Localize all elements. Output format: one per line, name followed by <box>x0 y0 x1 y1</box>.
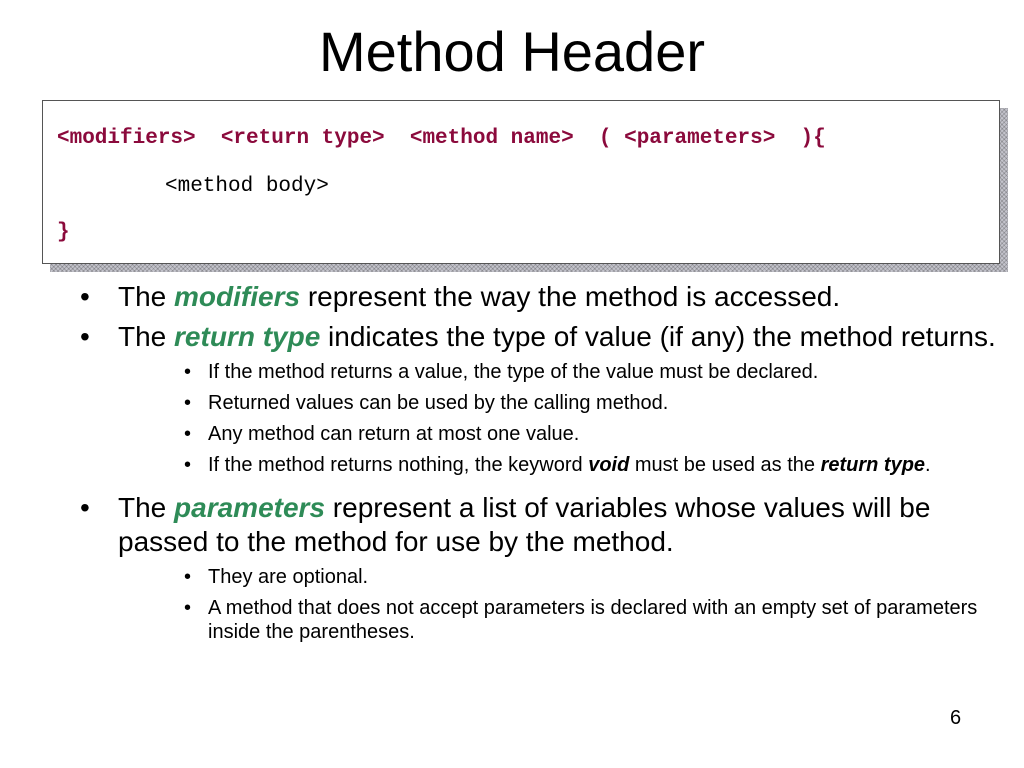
bullet-list <box>0 280 1024 651</box>
code-signature-line: <modifiers> <return type> <method name> ( <parameters> ){ <box>57 127 826 150</box>
sub-bullet <box>184 596 998 644</box>
bullet-text: represent the way the method is accessed. <box>300 281 841 312</box>
sub-bullet-text: A method that does not accept parameters is declared with an empty set of parameters inside the parentheses. <box>208 597 978 643</box>
bullet-text: The <box>118 281 175 312</box>
sub-bullet-icon: • <box>184 361 192 383</box>
code-closing-brace: } <box>57 221 70 244</box>
sub-bullet-text: They are optional. <box>208 566 369 588</box>
bullet-text: represent a list of variables whose values will be passed to the method for use by the method. <box>118 492 931 557</box>
sub-bullet-text: must be used as the <box>629 454 821 476</box>
sub-bullet-text: If the method returns nothing, the keyword <box>208 454 589 476</box>
sub-bullet-text: If the method returns a value, the type of the value must be declared. <box>208 361 819 383</box>
bullet-modifiers <box>80 280 1013 314</box>
sub-bullet-text: Any method can return at most one value. <box>208 423 580 445</box>
highlight-term: return type <box>174 321 321 352</box>
code-body-line: <method body> <box>165 175 329 198</box>
sub-bullet-icon: • <box>184 454 192 476</box>
sub-bullet-text: Returned values can be used by the calling method. <box>208 392 669 414</box>
bullet-text: The <box>118 492 175 523</box>
sub-bullet-icon: • <box>184 423 192 445</box>
sub-bullet-void <box>184 453 998 477</box>
sub-bullet-text: . <box>925 454 931 476</box>
bullet-text: indicates the type of value (if any) the method returns. <box>320 321 996 352</box>
sub-bullet <box>184 360 998 384</box>
bullet-icon: • <box>80 281 90 312</box>
page-number: 6 <box>950 707 962 729</box>
slide-title: Method Header <box>318 20 705 83</box>
sub-bullet <box>184 422 998 446</box>
code-box <box>42 100 1000 264</box>
sub-bullet-icon: • <box>184 392 192 414</box>
sub-bullet <box>184 565 998 589</box>
bullet-parameters <box>80 491 1013 559</box>
void-keyword: void <box>588 454 630 476</box>
sub-bullet-icon: • <box>184 566 192 588</box>
return-type-term: return type <box>820 454 926 476</box>
sub-bullet <box>184 391 998 415</box>
highlight-term: modifiers <box>174 281 301 312</box>
bullet-return-type <box>80 320 1013 354</box>
bullet-icon: • <box>80 321 90 352</box>
bullet-text: The <box>118 321 175 352</box>
highlight-term: parameters <box>174 492 326 523</box>
sub-bullet-icon: • <box>184 597 192 619</box>
bullet-icon: • <box>80 492 90 523</box>
